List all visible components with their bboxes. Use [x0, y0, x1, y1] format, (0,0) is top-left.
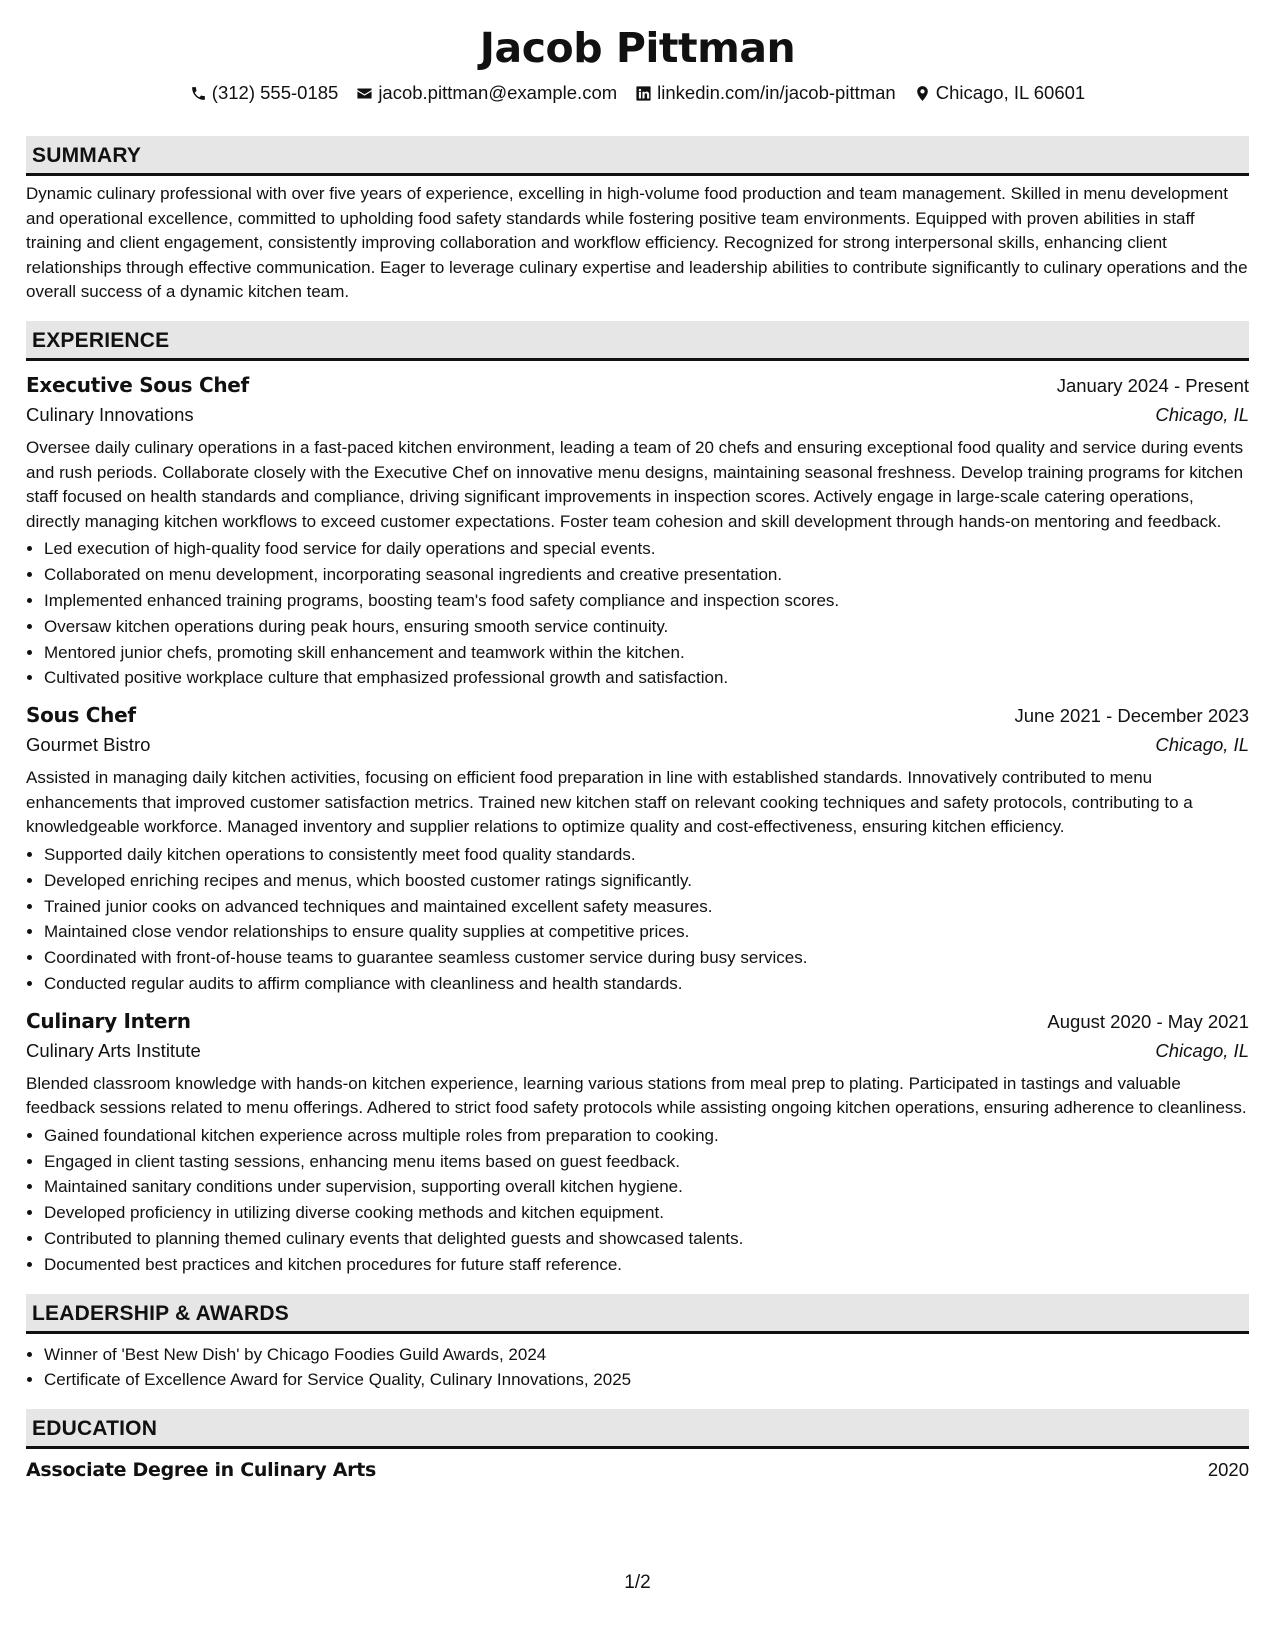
contact-location: [914, 82, 1085, 104]
job-title: Sous Chef: [26, 703, 136, 728]
page-number: 1/2: [624, 1572, 651, 1593]
job-description: Oversee daily culinary operations in a fast-paced kitchen environment, leading a team of 20 chefs and ensuring exceptional food quality and service during events and rush periods. Collaborate closely with the Executive Chef on innovative menu designs, maintaining seasonal freshness. Develop training programs for kitchen staff focused on health standards and compliance, driving significant improvements in inspection scores. Actively engage in large-scale catering operations, directly managing kitchen workflows to exceed customer expectations. Foster team cohesion and skill development through hands-on mentoring and feedback.: [26, 437, 1244, 531]
awards-heading: LEADERSHIP & AWARDS: [26, 1294, 1249, 1334]
map-pin-icon: [914, 85, 931, 102]
job-bullets: [26, 842, 1249, 997]
list-item: • Contributed to planning themed culinary events that delighted guests and showcased talents.: [44, 1226, 1249, 1252]
job-dates: June 2021 - December 2023: [1014, 705, 1249, 727]
list-item: • Maintained close vendor relationships to ensure quality supplies at competitive prices.: [44, 919, 1249, 945]
location-text: Chicago, IL 60601: [935, 82, 1086, 103]
job-location: Chicago, IL: [1155, 734, 1249, 756]
contact-phone: [190, 82, 339, 104]
education-heading: EDUCATION: [26, 1409, 1249, 1449]
job-description: Blended classroom knowledge with hands-on kitchen experience, learning various stations from meal prep to plating. Participated in tastings and valuable feedback sessions related to menu offerings. Adhered to strict food safety protocols while assisting ongoing kitchen operations, ensuring adherence to cleanliness.: [26, 1073, 1247, 1118]
list-item: • Maintained sanitary conditions under supervision, supporting overall kitchen hygiene.: [44, 1174, 1249, 1200]
email-text[interactable]: jacob.pittman@example.com: [378, 82, 618, 103]
degree-year: 2020: [1207, 1459, 1249, 1481]
list-item: • Mentored junior chefs, promoting skill enhancement and teamwork within the kitchen.: [44, 640, 1249, 666]
list-item: • Certificate of Excellence Award for Service Quality, Culinary Innovations, 2025: [44, 1367, 1249, 1393]
envelope-icon: [356, 85, 373, 102]
job-company: Gourmet Bistro: [26, 734, 151, 756]
job-bullets: [26, 1123, 1249, 1278]
job-title: Culinary Intern: [26, 1008, 191, 1033]
list-item: • Oversaw kitchen operations during peak hours, ensuring smooth service continuity.: [44, 614, 1249, 640]
job-title: Executive Sous Chef: [26, 372, 249, 397]
linkedin-text[interactable]: linkedin.com/in/jacob-pittman: [657, 82, 896, 103]
list-item: • Engaged in client tasting sessions, enhancing menu items based on guest feedback.: [44, 1149, 1249, 1175]
list-item: • Trained junior cooks on advanced techniques and maintained excellent safety measures.: [44, 894, 1249, 920]
list-item: • Cultivated positive workplace culture that emphasized professional growth and satisfaction.: [44, 665, 1249, 691]
list-item: • Supported daily kitchen operations to consistently meet food quality standards.: [44, 842, 1249, 868]
linkedin-icon: [635, 85, 652, 102]
job-location: Chicago, IL: [1155, 403, 1249, 425]
contact-linkedin[interactable]: [635, 82, 896, 104]
job-entry: [26, 371, 1249, 691]
job-description: Assisted in managing daily kitchen activities, focusing on efficient food preparation in line with established standards. Innovatively contributed to menu enhancements that improved customer satisfaction metrics. Trained new kitchen staff on relevant cooking techniques and safety protocols, contributing to a knowledgeable workforce. Managed inventory and supplier relations to optimize quality and cost-effectiveness, ensuring kitchen efficiency.: [26, 768, 1193, 837]
job-company: Culinary Innovations: [26, 403, 194, 425]
contact-email[interactable]: [356, 82, 617, 104]
education-entry: [26, 1459, 1249, 1481]
job-entry: [26, 701, 1249, 997]
summary-heading: SUMMARY: [26, 136, 1249, 176]
list-item: • Winner of 'Best New Dish' by Chicago Foodies Guild Awards, 2024: [44, 1342, 1249, 1368]
list-item: • Developed proficiency in utilizing diverse cooking methods and kitchen equipment.: [44, 1200, 1249, 1226]
awards-list: [26, 1342, 1249, 1394]
list-item: • Documented best practices and kitchen procedures for future staff reference.: [44, 1252, 1249, 1278]
job-bullets: [26, 536, 1249, 691]
list-item: • Conducted regular audits to affirm compliance with cleanliness and health standards.: [44, 971, 1249, 997]
job-entry: [26, 1007, 1249, 1278]
experience-heading: EXPERIENCE: [26, 321, 1249, 361]
list-item: • Implemented enhanced training programs, boosting team's food safety compliance and inspection scores.: [44, 588, 1249, 614]
list-item: • Coordinated with front-of-house teams to guarantee seamless customer service during busy services.: [44, 945, 1249, 971]
phone-icon: [190, 85, 207, 102]
job-location: Chicago, IL: [1155, 1039, 1249, 1061]
job-company: Culinary Arts Institute: [26, 1039, 201, 1061]
job-dates: August 2020 - May 2021: [1047, 1010, 1249, 1032]
list-item: • Gained foundational kitchen experience across multiple roles from preparation to cooking.: [44, 1123, 1249, 1149]
list-item: • Developed enriching recipes and menus, which boosted customer ratings significantly.: [44, 868, 1249, 894]
summary-text: Dynamic culinary professional with over five years of experience, excelling in high-volume food production and team management. Skilled in menu development and operational excellence, committed to upholding food safety standards while fostering positive team environments. Equipped with proven abilities in staff training and client engagement, consistently improving collaboration and workflow efficiency. Recognized for strong interpersonal skills, enhancing client relationships through effective communication. Eager to leverage culinary expertise and leadership abilities to contribute significantly to culinary operations and the overall success of a dynamic kitchen team.: [26, 184, 1248, 302]
degree-title: Associate Degree in Culinary Arts: [26, 1459, 377, 1482]
list-item: • Led execution of high-quality food service for daily operations and special events.: [44, 536, 1249, 562]
job-dates: January 2024 - Present: [1056, 374, 1249, 396]
contact-bar: [26, 80, 1249, 106]
list-item: • Collaborated on menu development, incorporating seasonal ingredients and creative presentation.: [44, 562, 1249, 588]
phone-text: (312) 555-0185: [211, 82, 339, 103]
candidate-name: Jacob Pittman: [479, 24, 796, 72]
